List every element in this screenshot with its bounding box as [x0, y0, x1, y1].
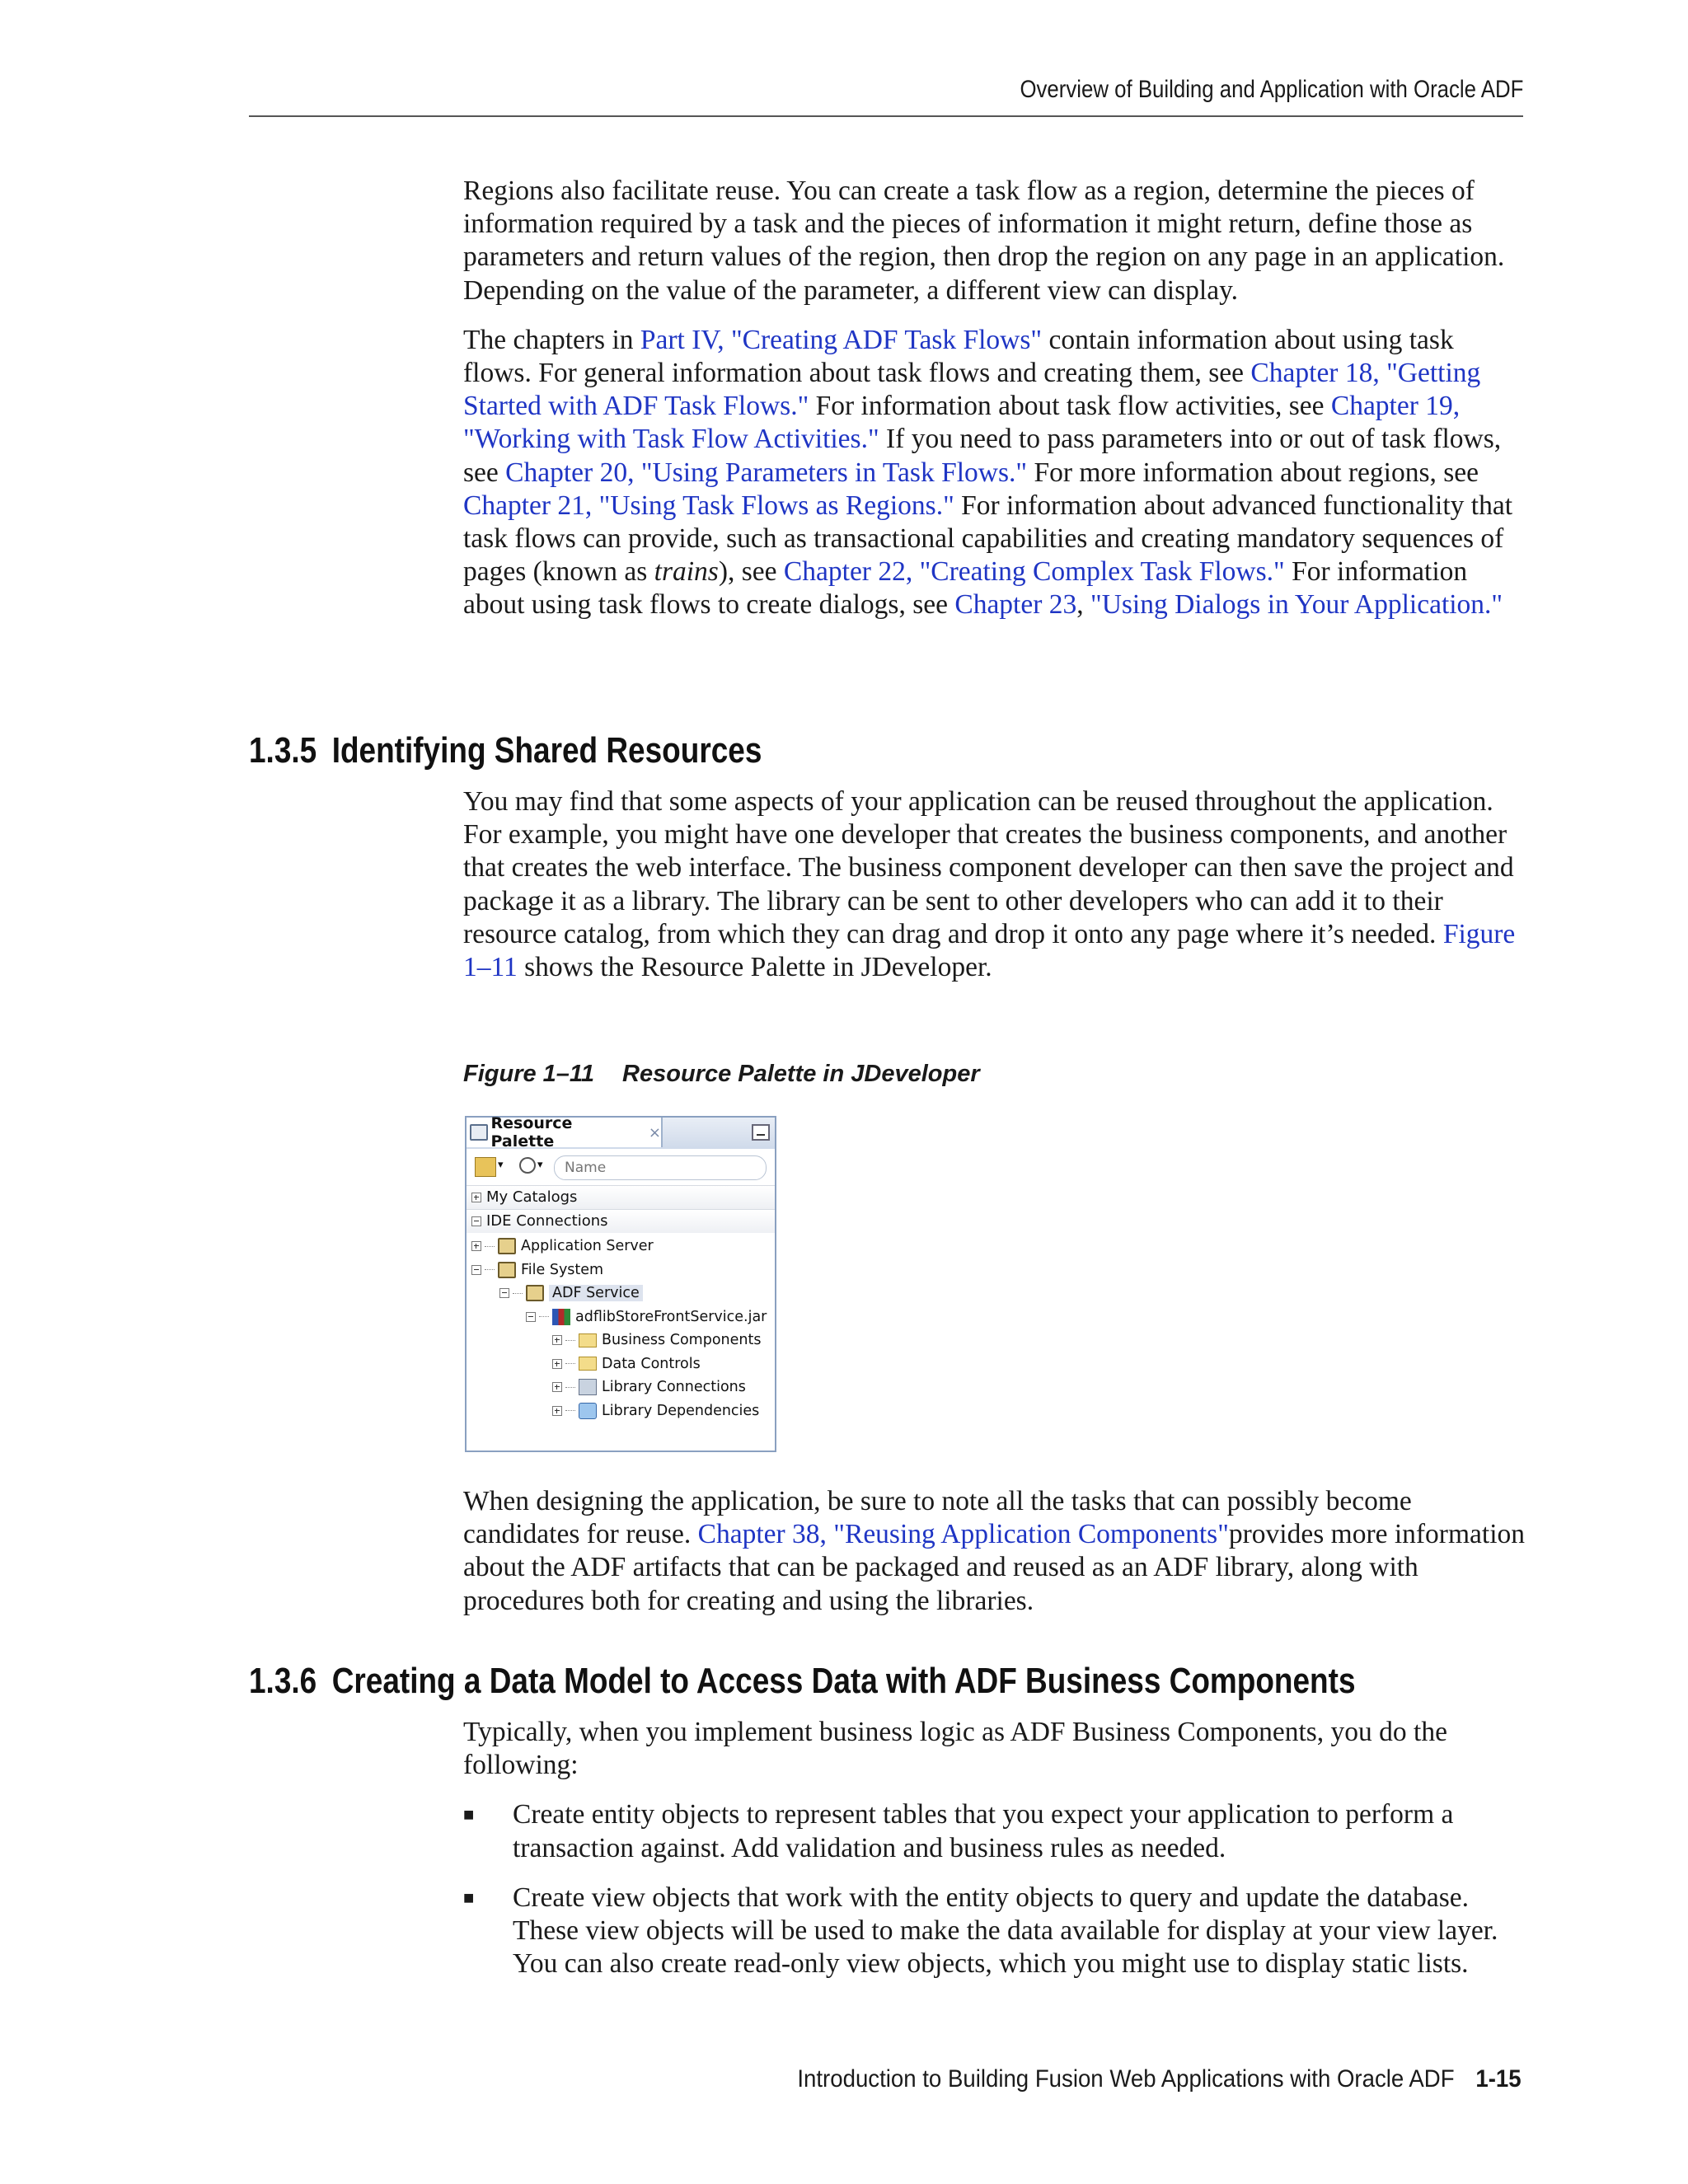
library-dependencies-icon — [579, 1403, 597, 1419]
jar-icon — [552, 1309, 570, 1325]
tree-item-data-controls[interactable]: Data Controls — [467, 1352, 775, 1376]
section-my-catalogs[interactable]: My Catalogs — [467, 1185, 775, 1209]
link-using-dialogs[interactable]: "Using Dialogs in Your Application." — [1090, 589, 1503, 621]
figure-caption: Figure 1–11 Resource Palette in JDeveloper — [463, 1061, 980, 1087]
search-icon[interactable] — [519, 1157, 536, 1174]
folder-icon — [579, 1333, 597, 1347]
palette-tab-bar — [467, 1116, 775, 1149]
folder-icon — [579, 1357, 597, 1371]
link-chapter-19[interactable]: Chapter 19, "Working with Task Flow Activities." — [463, 391, 1461, 455]
expand-icon[interactable] — [471, 1193, 481, 1202]
section-1-3-5-body-continued — [463, 1485, 1526, 1618]
library-connections-icon — [579, 1379, 597, 1395]
link-chapter-22[interactable]: Chapter 22, "Creating Complex Task Flows." — [783, 556, 1285, 588]
palette-toolbar — [467, 1149, 775, 1185]
new-catalog-icon[interactable] — [475, 1157, 496, 1177]
tree-item-application-server[interactable]: Application Server — [467, 1235, 775, 1258]
server-icon — [498, 1238, 516, 1254]
tree — [467, 1233, 775, 1422]
collapse-icon[interactable] — [526, 1312, 536, 1322]
close-icon[interactable]: × — [648, 1123, 661, 1141]
paragraph-designing-reuse: When designing the application, be sure to note all the tasks that can possibly become candidates for reuse. Chapter 38, "Reusing Application Components"provides more information about the ADF artifacts that can be packaged and reused as an ADF library, along with procedures both for creating and using the libraries. — [463, 1486, 1526, 1616]
search-input[interactable] — [554, 1155, 767, 1180]
expand-icon[interactable] — [471, 1241, 481, 1251]
link-chapter-21[interactable]: Chapter 21, "Using Task Flows as Regions." — [463, 490, 954, 521]
header-rule — [249, 115, 1523, 117]
tree-item-library-dependencies[interactable]: Library Dependencies — [467, 1399, 775, 1423]
running-footer — [798, 2065, 1522, 2093]
link-chapter-18[interactable]: Chapter 18, "Getting Started with ADF Task Flows." — [463, 358, 1481, 422]
palette-tab-title: Resource Palette — [490, 1116, 573, 1151]
section-1-3-5-body — [463, 785, 1526, 984]
tree-item-business-components[interactable]: Business Components — [467, 1329, 775, 1352]
running-header: Overview of Building and Application with Oracle ADF — [1020, 76, 1523, 103]
chevron-down-icon[interactable]: ▾ — [537, 1159, 543, 1171]
tree-item-library-connections[interactable]: Library Connections — [467, 1376, 775, 1399]
expand-icon[interactable] — [552, 1406, 562, 1416]
section-heading-1-3-6: 1.3.6 Creating a Data Model to Access Data with ADF Business Components — [249, 1661, 1356, 1701]
minimize-icon[interactable] — [752, 1124, 770, 1141]
tree-item-adf-service[interactable]: ADF Service — [467, 1282, 775, 1305]
paragraph-typically: Typically, when you implement business logic as ADF Business Components, you do the following: — [463, 1717, 1447, 1781]
paragraph-regions-reuse: Regions also facilitate reuse. You can create a task flow as a region, determine the pieces of information required by a task and the pieces of information it might return, define those as parameters and return values of the region, then drop the region on any page in an application. Depending on the value of the parameter, a different view can display. — [463, 176, 1505, 306]
section-1-3-6-body — [463, 1716, 1526, 1980]
section-heading-1-3-5: 1.3.5 Identifying Shared Resources — [249, 730, 762, 771]
tree-item-jar[interactable]: adflibStoreFrontService.jar — [467, 1305, 775, 1329]
link-figure-1-11[interactable]: Figure 1–11 — [463, 918, 1516, 983]
collapse-icon[interactable] — [471, 1216, 481, 1226]
expand-icon[interactable] — [552, 1335, 562, 1345]
chevron-down-icon[interactable]: ▾ — [498, 1159, 504, 1171]
link-chapter-38[interactable]: Chapter 38, "Reusing Application Components" — [697, 1519, 1229, 1550]
footer-book-title: Introduction to Building Fusion Web Applications with Oracle ADF — [797, 2065, 1455, 2093]
expand-icon[interactable] — [552, 1359, 562, 1369]
palette-tab[interactable] — [467, 1116, 663, 1151]
intro-block — [463, 175, 1526, 622]
collapse-icon[interactable] — [471, 1265, 481, 1275]
tree-item-file-system[interactable]: File System — [467, 1258, 775, 1282]
link-chapter-23[interactable]: Chapter 23 — [954, 589, 1077, 621]
bullet-list — [463, 1798, 1526, 1980]
list-item: ■ Create view objects that work with the entity objects to query and update the database. These view objects will be used to make the data available for display at your view layer. You can also create read-only view objects, which you might use to display static lists. — [463, 1882, 1498, 1980]
page-number: 1-15 — [1475, 2065, 1522, 2093]
resource-palette-icon — [470, 1124, 488, 1141]
expand-icon[interactable] — [552, 1382, 562, 1392]
paragraph-shared-resources: You may find that some aspects of your application can be reused throughout the application. For example, you might have one developer that creates the business components, and another that creates the web interface. The business component developer can then save the project and package it as a library. The library can be sent to other developers who can add it to their resource catalog, from which they can drag and drop it onto any page where it’s needed. Figure 1–11 shows the Resource Palette in JDeveloper. — [463, 786, 1516, 983]
file-system-icon — [498, 1262, 516, 1278]
link-part-iv[interactable]: Part IV, "Creating ADF Task Flows" — [640, 324, 1043, 355]
collapse-icon[interactable] — [499, 1288, 509, 1298]
paragraph-task-flow-chapters: The chapters in Part IV, "Creating ADF Task Flows" contain information about using task flows. For general information about task flows and creating them, see Chapter 18, "Getting Started with ADF Task Flows." For information about task flow activities, see Chapter 19, "Working with Task Flow Activities." If you need to pass parameters into or out of task flows, see Chapter 20, "Using Parameters in Task Flows." For more information about regions, see Chapter 21, "Using Task Flows as Regions." For information about advanced functionality that task flows can provide, such as transactional capabilities and creating mandatory sequences of pages (known as trains), see Chapter 22, "Creating Complex Task Flows." For information about using task flows to create dialogs, see Chapter 23, "Using Dialogs in Your Application." — [463, 324, 1513, 621]
resource-palette-screenshot — [465, 1116, 776, 1452]
list-item: ■ Create entity objects to represent tables that you expect your application to perform a transaction against. Add validation and business rules as needed. — [463, 1799, 1454, 1863]
adf-service-icon — [526, 1285, 544, 1301]
section-ide-connections[interactable]: IDE Connections — [467, 1209, 775, 1233]
link-chapter-20[interactable]: Chapter 20, "Using Parameters in Task Flows." — [505, 457, 1028, 488]
